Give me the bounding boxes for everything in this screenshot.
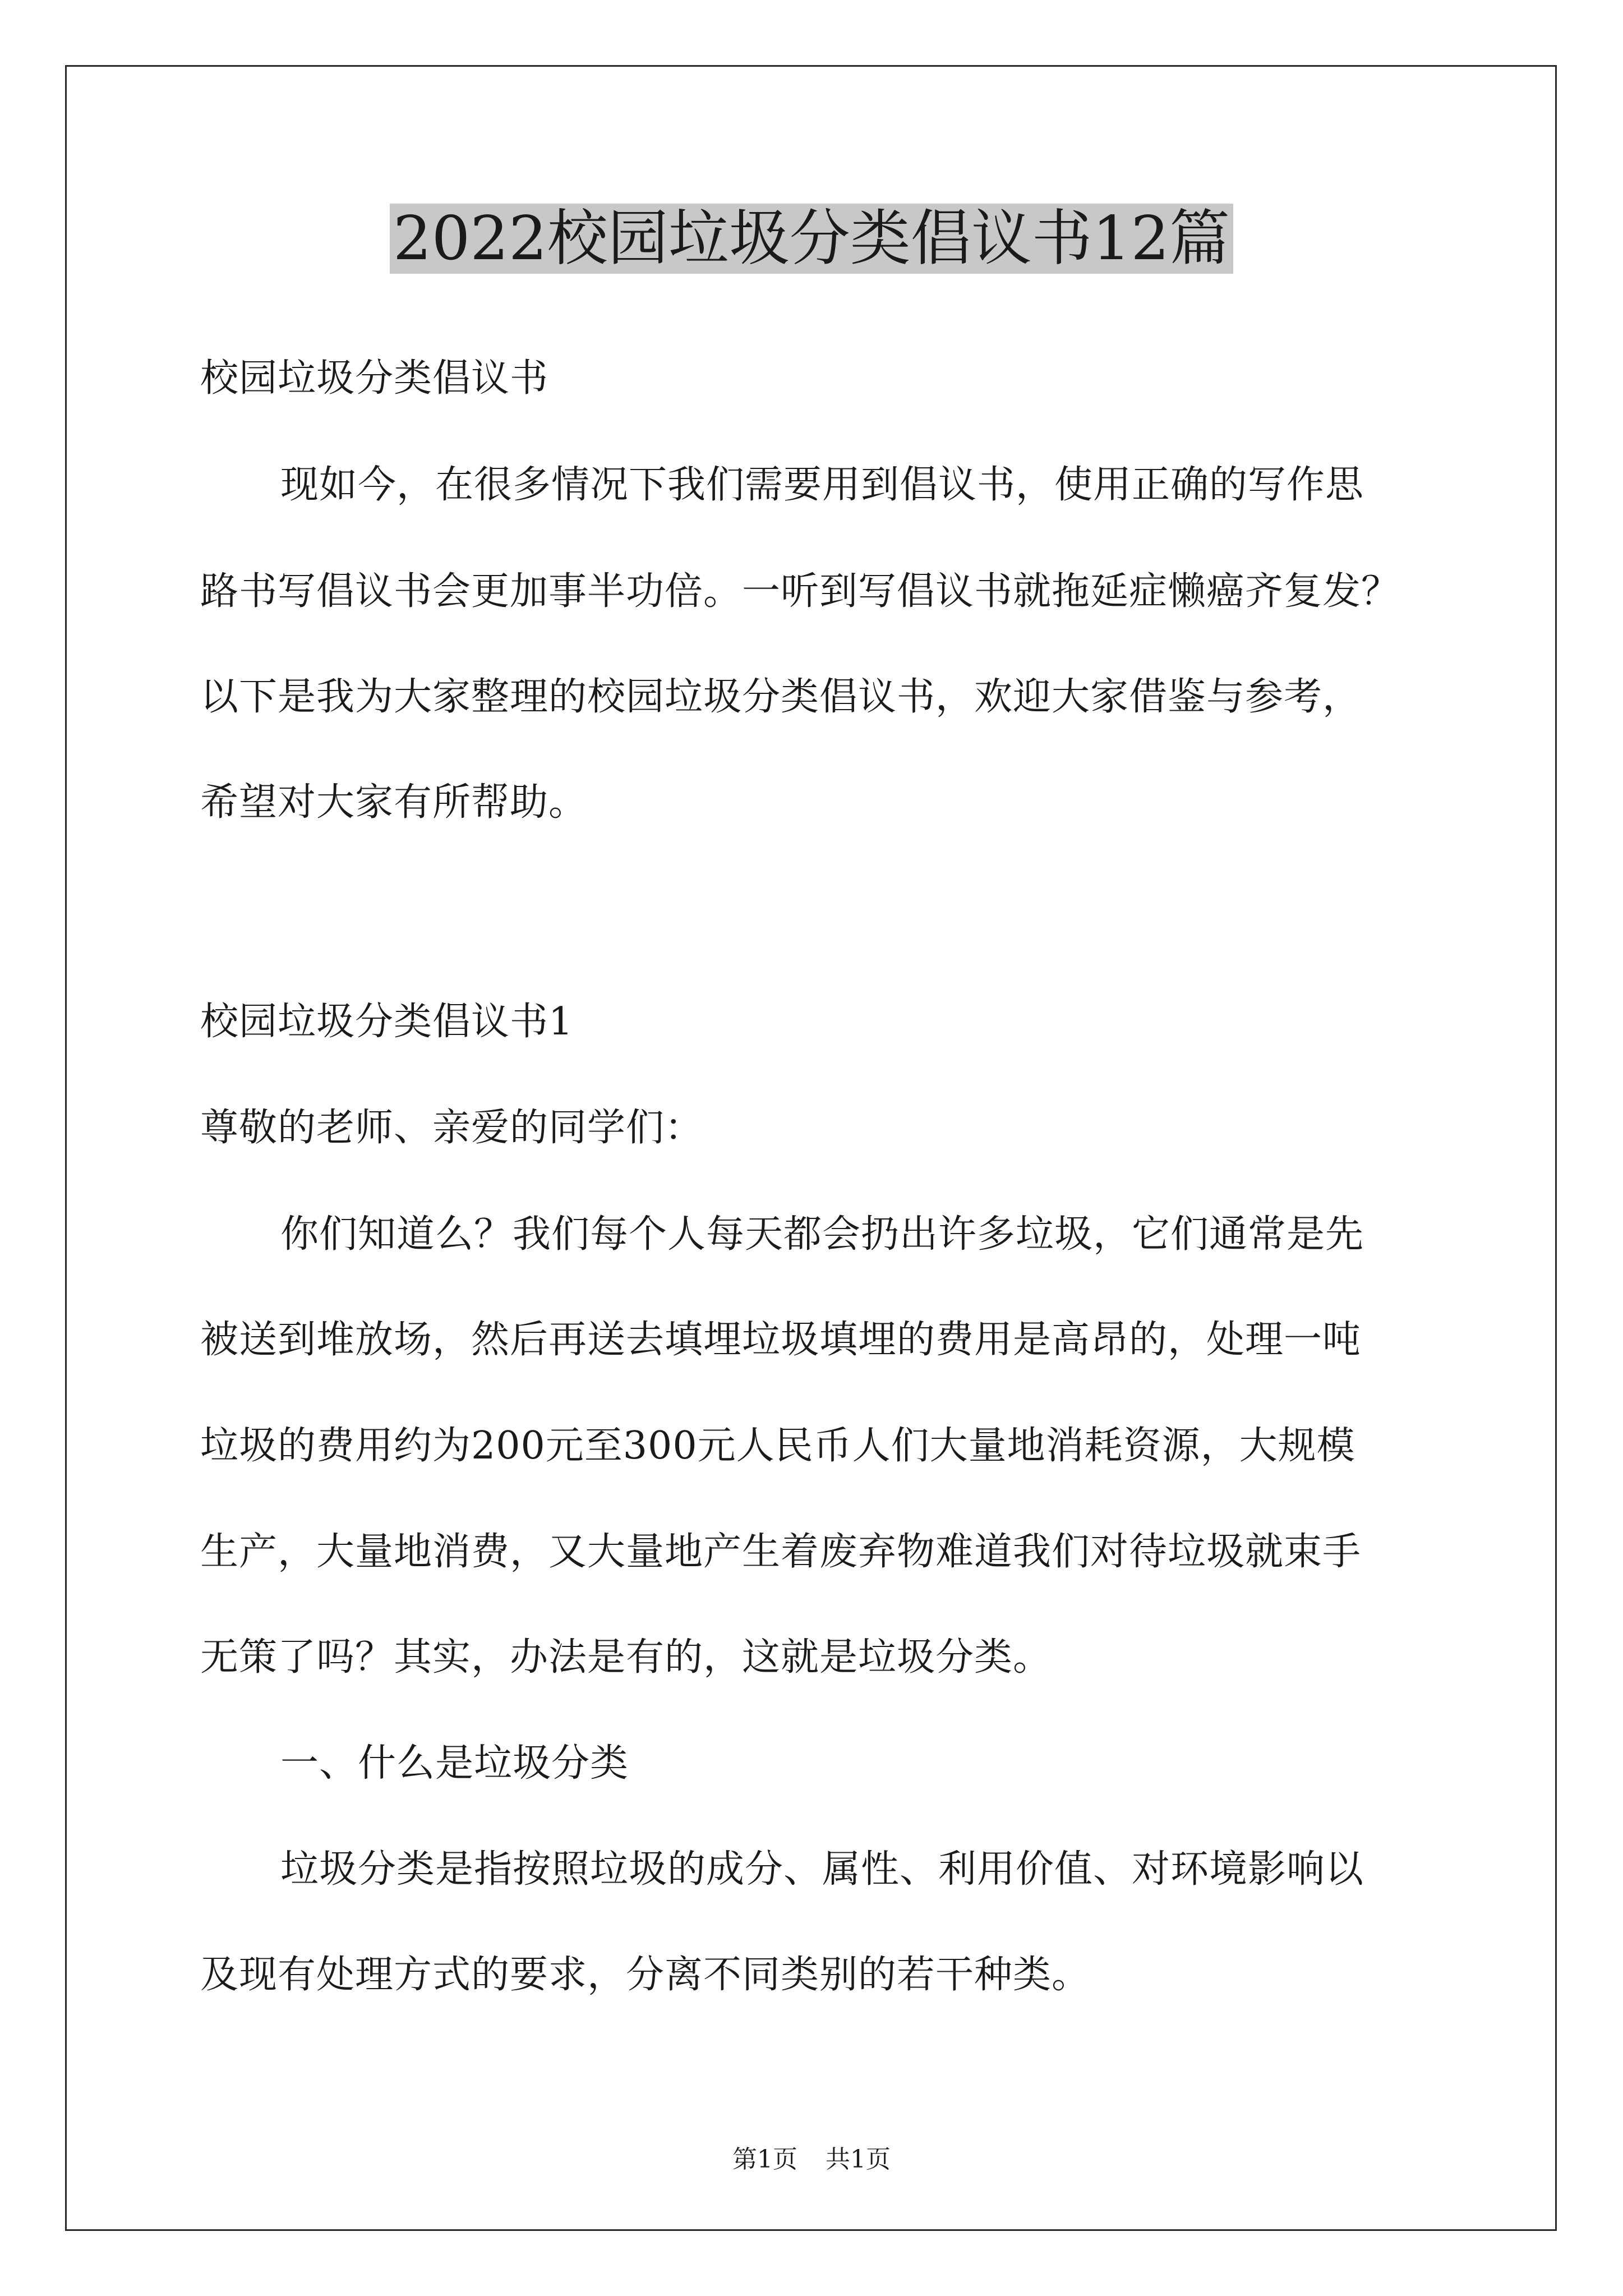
body-line-1: 你们知道么？我们每个人每天都会扔出许多垃圾，它们通常是先 [280, 1212, 1364, 1257]
point-1-line-2: 及现有处理方式的要求，分离不同类别的若干种类。 [200, 1953, 1091, 1997]
body-line-4: 生产，大量地消费，又大量地产生着废弃物难道我们对待垃圾就束手 [200, 1530, 1362, 1574]
section-heading: 校园垃圾分类倡议书 [200, 356, 549, 401]
intro-line-4: 希望对大家有所帮助。 [200, 780, 588, 825]
body-line-2: 被送到堆放场，然后再送去填埋垃圾填埋的费用是高昂的，处理一吨 [200, 1318, 1362, 1362]
intro-line-2: 路书写倡议书会更加事半功倍。一听到写倡议书就拖延症懒癌齐复发？ [200, 569, 1400, 614]
point-1-heading: 一、什么是垃圾分类 [280, 1741, 629, 1786]
title-text: 2022校园垃圾分类倡议书12篇 [390, 204, 1233, 274]
intro-line-3: 以下是我为大家整理的校园垃圾分类倡议书，欢迎大家借鉴与参考， [200, 675, 1362, 719]
subheading-1: 校园垃圾分类倡议书1 [200, 1000, 574, 1044]
point-1-line-1: 垃圾分类是指按照垃圾的成分、属性、利用价值、对环境影响以 [280, 1847, 1364, 1892]
salutation: 尊敬的老师、亲爱的同学们： [200, 1106, 704, 1150]
body-line-5: 无策了吗？其实，办法是有的，这就是垃圾分类。 [200, 1635, 1052, 1680]
body-line-3: 垃圾的费用约为200元至300元人民币人们大量地消耗资源，大规模 [200, 1424, 1355, 1468]
document-title [0, 200, 1623, 278]
intro-line-1: 现如今，在很多情况下我们需要用到倡议书，使用正确的写作思 [280, 463, 1364, 507]
page-footer [0, 2143, 1623, 2177]
page-number-current: 第1页 [732, 2145, 797, 2174]
page-number-total: 共1页 [826, 2145, 891, 2174]
